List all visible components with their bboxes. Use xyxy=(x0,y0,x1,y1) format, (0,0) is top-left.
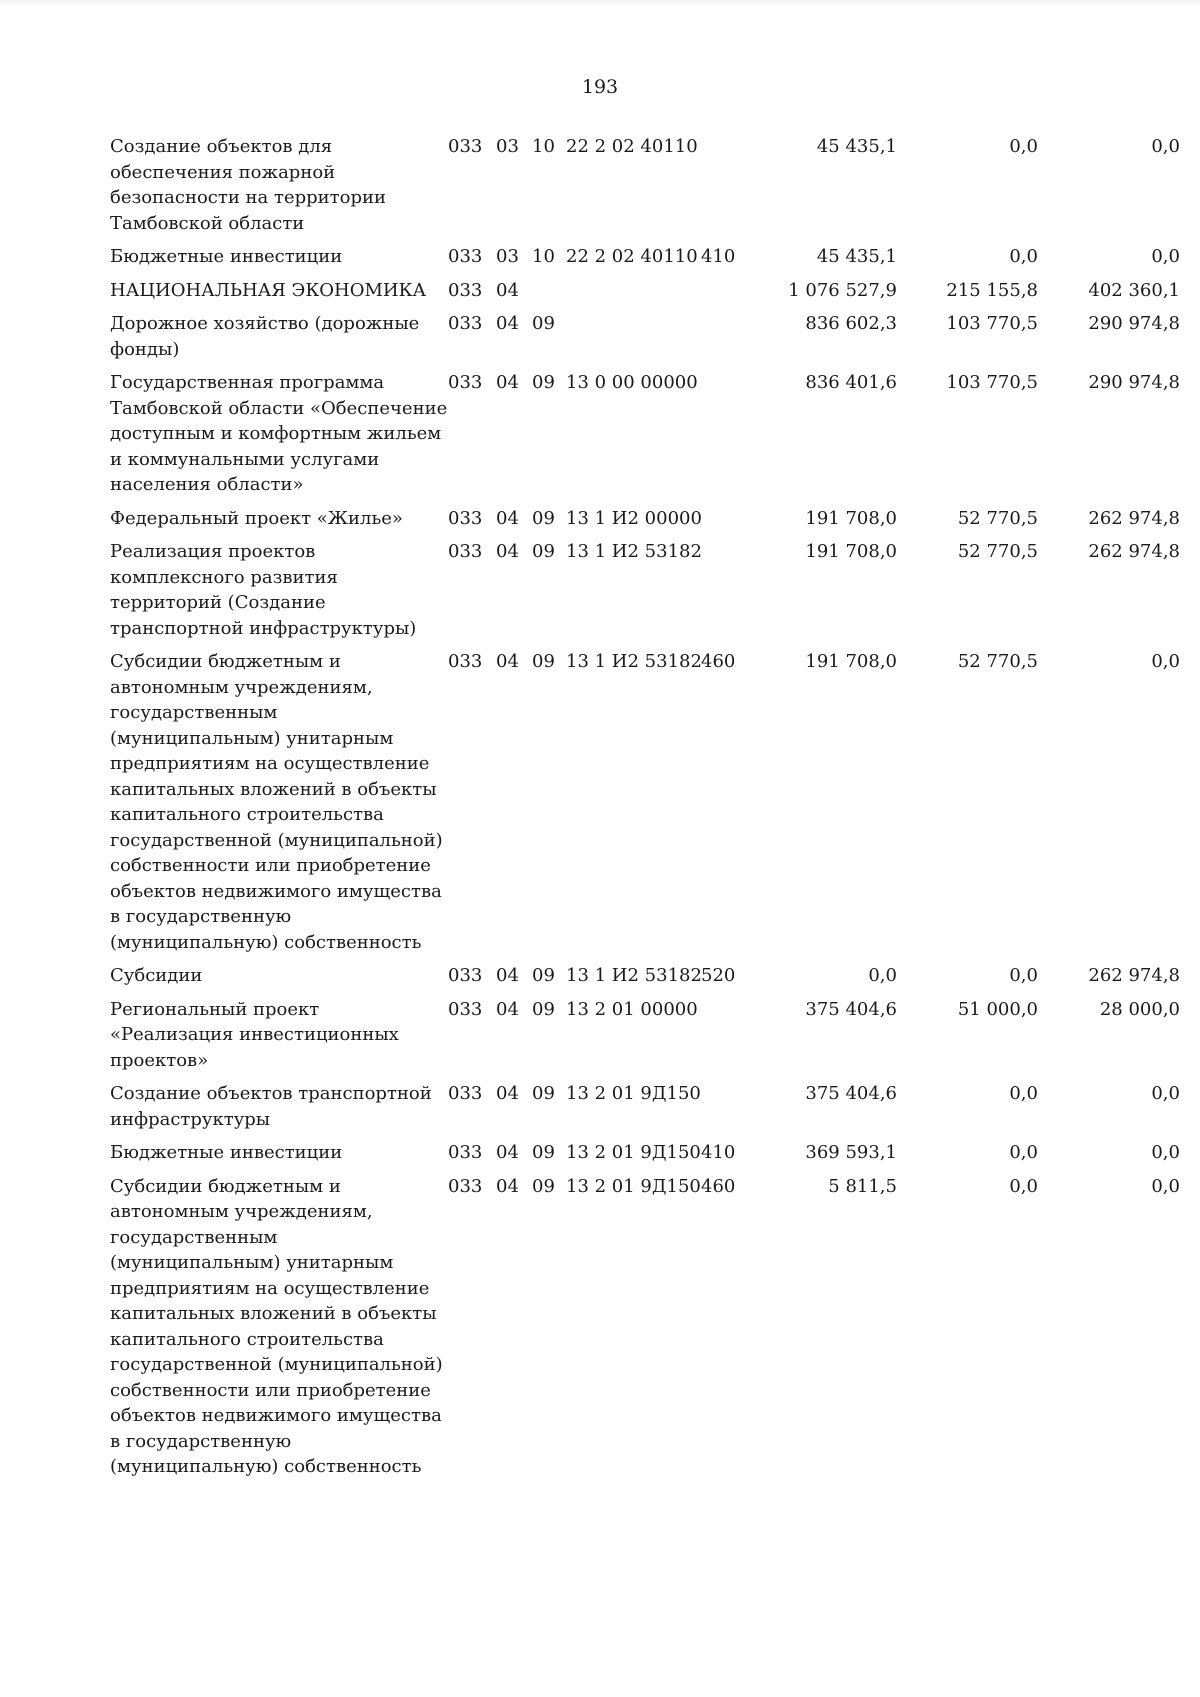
table-row xyxy=(110,278,1180,312)
expense-type-code xyxy=(701,370,751,506)
expense-type-code xyxy=(701,997,751,1082)
section-code: 04 xyxy=(496,541,519,562)
expense-type-code xyxy=(701,539,751,649)
expense-type-code xyxy=(701,1081,751,1140)
amount-year-1: 45 435,1 xyxy=(816,246,897,267)
amount-year-3: 0,0 xyxy=(1151,651,1180,672)
subsection-code: 09 xyxy=(532,372,555,393)
amount-year-2: 0,0 xyxy=(1009,965,1038,986)
section-code: 04 xyxy=(496,1175,519,1197)
subsection-code: 09 xyxy=(532,541,555,562)
subsection-code: 10 xyxy=(532,246,555,267)
section-code: 04 xyxy=(496,279,519,301)
subsection-code: 09 xyxy=(532,998,555,1020)
section-code: 03 xyxy=(496,246,519,267)
subsection-code: 10 xyxy=(532,136,555,157)
amount-year-3: 262 974,8 xyxy=(1088,965,1180,986)
expense-type-code xyxy=(701,311,751,370)
target-article-code: 13 2 01 00000 xyxy=(566,998,698,1020)
expense-name: Дорожное хозяйство (дорожные фонды) xyxy=(110,313,420,360)
expense-type-code: 410 xyxy=(701,246,736,267)
amount-year-3: 290 974,8 xyxy=(1088,372,1180,393)
table-body xyxy=(110,134,1180,1488)
section-code: 04 xyxy=(496,1083,519,1104)
scan-edge xyxy=(0,0,1200,6)
target-article-code: 13 1 И2 53182 xyxy=(566,541,702,562)
department-code: 033 xyxy=(448,136,483,157)
expense-name: Реализация проектов комплексного развития территорий (Создание транспортной инфраструктуры) xyxy=(110,541,417,639)
expense-type-code: 410 xyxy=(701,1142,736,1163)
target-article-code: 13 1 И2 53182 xyxy=(566,651,702,672)
amount-year-1: 375 404,6 xyxy=(805,998,897,1020)
department-code: 033 xyxy=(448,507,483,529)
page-number: 193 xyxy=(581,76,619,98)
section-code: 04 xyxy=(496,372,519,393)
target-article-code: 13 1 И2 53182 xyxy=(566,965,702,986)
section-code: 04 xyxy=(496,965,519,986)
amount-year-1: 0,0 xyxy=(868,965,897,986)
expense-name: Субсидии бюджетным и автономным учреждениям, государственным (муниципальным) унитарным предприятиям на осуществление капитальных вложений в объекты капитального строительства государственной (муниципальной) собственности или приобретение объектов недвижимого имущества в государственную (муниципальную) собственность xyxy=(110,651,443,953)
target-article-code: 22 2 02 40110 xyxy=(566,246,698,267)
department-code: 033 xyxy=(448,1083,483,1104)
expense-name: Создание объектов транспортной инфраструктуры xyxy=(110,1083,432,1130)
amount-year-3: 402 360,1 xyxy=(1088,279,1180,301)
subsection-code: 09 xyxy=(532,1175,555,1197)
amount-year-1: 836 602,3 xyxy=(805,313,897,334)
department-code: 033 xyxy=(448,1175,483,1197)
subsection-code xyxy=(532,278,566,312)
department-code: 033 xyxy=(448,279,483,301)
table-row xyxy=(110,1174,1180,1488)
amount-year-3: 0,0 xyxy=(1151,1142,1180,1163)
amount-year-1: 45 435,1 xyxy=(816,136,897,157)
subsection-code: 09 xyxy=(532,313,555,334)
table-row xyxy=(110,370,1180,506)
amount-year-3: 262 974,8 xyxy=(1088,507,1180,529)
amount-year-1: 191 708,0 xyxy=(805,541,897,562)
table-row xyxy=(110,997,1180,1082)
amount-year-2: 0,0 xyxy=(1009,1083,1038,1104)
expense-name: Федеральный проект «Жилье» xyxy=(110,507,403,529)
section-code: 04 xyxy=(496,998,519,1020)
section-code: 04 xyxy=(496,1142,519,1163)
table-row xyxy=(110,539,1180,649)
amount-year-3: 0,0 xyxy=(1151,1175,1180,1197)
table-row xyxy=(110,244,1180,278)
amount-year-2: 0,0 xyxy=(1009,1142,1038,1163)
department-code: 033 xyxy=(448,965,483,986)
department-code: 033 xyxy=(448,372,483,393)
table-row xyxy=(110,963,1180,997)
expense-type-code: 520 xyxy=(701,965,736,986)
target-article-code: 13 2 01 9Д150 xyxy=(566,1083,701,1104)
table-row xyxy=(110,311,1180,370)
expense-name: Субсидии бюджетным и автономным учреждениям, государственным (муниципальным) унитарным предприятиям на осуществление капитальных вложений в объекты капитального строительства государственной (муниципальной) собственности или приобретение объектов недвижимого имущества в государственную (муниципальную) собственность xyxy=(110,1175,443,1477)
amount-year-2: 103 770,5 xyxy=(946,313,1038,334)
section-code: 04 xyxy=(496,651,519,672)
amount-year-3: 0,0 xyxy=(1151,1083,1180,1104)
department-code: 033 xyxy=(448,651,483,672)
amount-year-3: 290 974,8 xyxy=(1088,313,1180,334)
amount-year-2: 0,0 xyxy=(1009,1175,1038,1197)
budget-table xyxy=(110,134,1180,1488)
department-code: 033 xyxy=(448,313,483,334)
amount-year-1: 369 593,1 xyxy=(805,1142,897,1163)
target-article-code: 13 1 И2 00000 xyxy=(566,507,702,529)
amount-year-1: 1 076 527,9 xyxy=(788,279,897,301)
amount-year-2: 0,0 xyxy=(1009,246,1038,267)
amount-year-3: 262 974,8 xyxy=(1088,541,1180,562)
expense-type-code xyxy=(701,134,751,244)
target-article-code xyxy=(566,278,701,312)
amount-year-3: 0,0 xyxy=(1151,246,1180,267)
amount-year-3: 0,0 xyxy=(1151,136,1180,157)
amount-year-2: 52 770,5 xyxy=(957,651,1038,672)
table-row xyxy=(110,1081,1180,1140)
amount-year-2: 215 155,8 xyxy=(946,279,1038,301)
expense-type-code: 460 xyxy=(701,651,736,672)
target-article-code: 13 0 00 00000 xyxy=(566,372,698,393)
amount-year-2: 0,0 xyxy=(1009,136,1038,157)
amount-year-2: 51 000,0 xyxy=(957,998,1038,1020)
expense-type-code xyxy=(701,278,751,312)
expense-type-code: 460 xyxy=(701,1175,736,1197)
subsection-code: 09 xyxy=(532,1142,555,1163)
amount-year-3: 28 000,0 xyxy=(1099,998,1180,1020)
table-row xyxy=(110,1140,1180,1174)
amount-year-1: 191 708,0 xyxy=(805,507,897,529)
expense-name: Субсидии xyxy=(110,965,203,986)
section-code: 04 xyxy=(496,313,519,334)
expense-name: Бюджетные инвестиции xyxy=(110,1142,343,1163)
amount-year-2: 52 770,5 xyxy=(957,541,1038,562)
table-row xyxy=(110,649,1180,963)
target-article-code: 13 2 01 9Д150 xyxy=(566,1175,701,1197)
section-code: 04 xyxy=(496,507,519,529)
table-row xyxy=(110,506,1180,540)
subsection-code: 09 xyxy=(532,507,555,529)
amount-year-1: 191 708,0 xyxy=(805,651,897,672)
amount-year-1: 5 811,5 xyxy=(828,1175,897,1197)
department-code: 033 xyxy=(448,246,483,267)
target-article-code: 22 2 02 40110 xyxy=(566,136,698,157)
expense-name: НАЦИОНАЛЬНАЯ ЭКОНОМИКА xyxy=(110,279,427,301)
amount-year-1: 375 404,6 xyxy=(805,1083,897,1104)
expense-name: Создание объектов для обеспечения пожарной безопасности на территории Тамбовской области xyxy=(110,136,386,234)
expense-name: Бюджетные инвестиции xyxy=(110,246,343,267)
amount-year-2: 103 770,5 xyxy=(946,372,1038,393)
expense-name: Государственная программа Тамбовской области «Обеспечение доступным и комфортным жильем и коммунальными услугами населения области» xyxy=(110,372,448,495)
table-row xyxy=(110,134,1180,244)
subsection-code: 09 xyxy=(532,965,555,986)
subsection-code: 09 xyxy=(532,1083,555,1104)
amount-year-1: 836 401,6 xyxy=(805,372,897,393)
target-article-code: 13 2 01 9Д150 xyxy=(566,1142,701,1163)
target-article-code xyxy=(566,311,701,370)
expense-name: Региональный проект «Реализация инвестиционных проектов» xyxy=(110,998,399,1071)
department-code: 033 xyxy=(448,998,483,1020)
amount-year-2: 52 770,5 xyxy=(957,507,1038,529)
expense-type-code xyxy=(701,506,751,540)
section-code: 03 xyxy=(496,136,519,157)
department-code: 033 xyxy=(448,541,483,562)
subsection-code: 09 xyxy=(532,651,555,672)
department-code: 033 xyxy=(448,1142,483,1163)
